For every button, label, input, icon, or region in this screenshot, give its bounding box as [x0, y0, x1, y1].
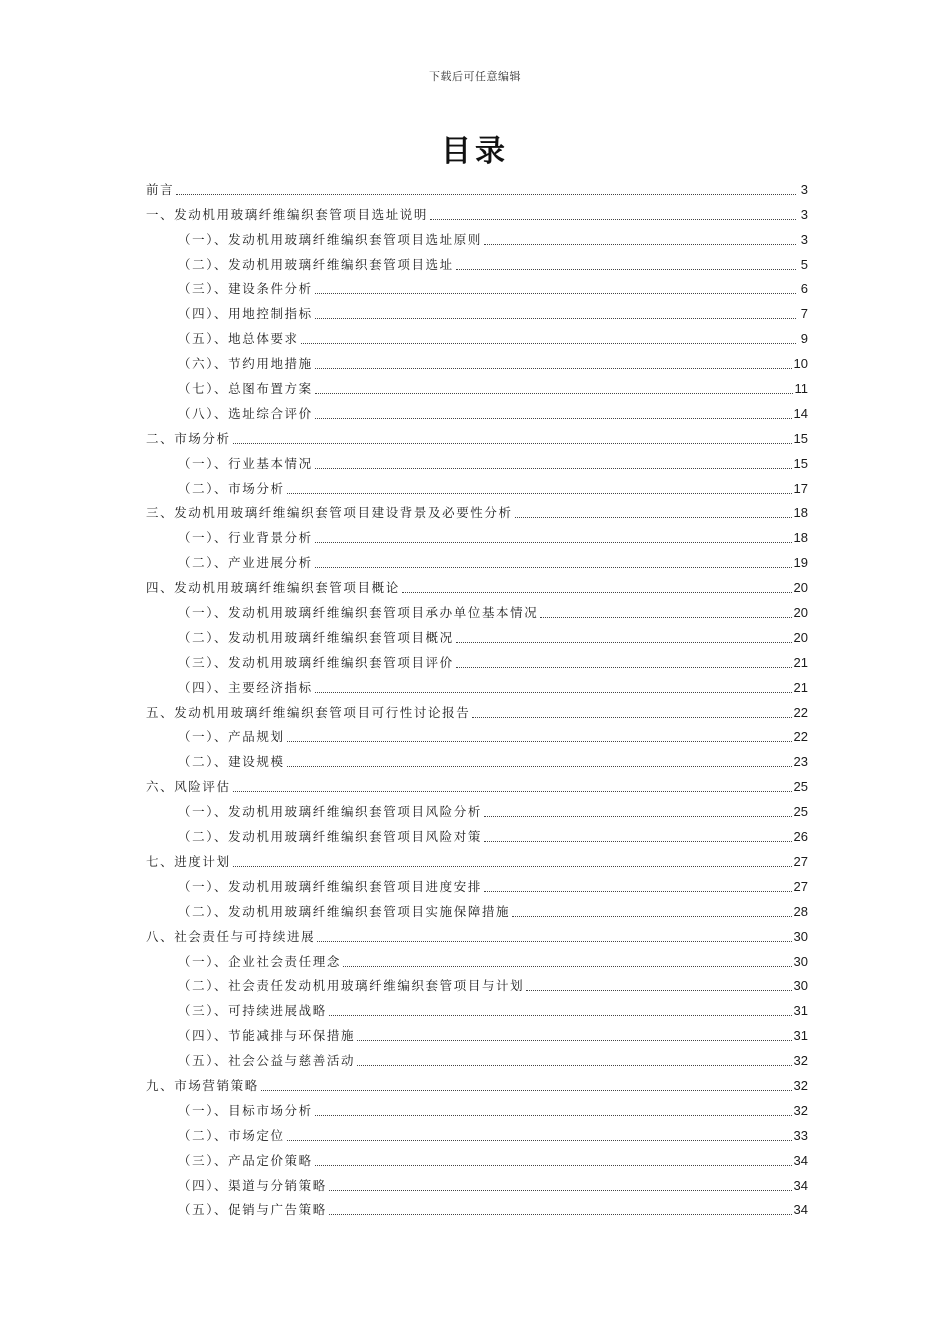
table-of-contents	[146, 175, 808, 1220]
toc-entry-page-number: 31	[793, 1003, 808, 1019]
toc-entry-title: 八、社会责任与可持续进展	[146, 928, 316, 944]
toc-entry-title: （三）、建设条件分析	[178, 281, 313, 297]
toc-dot-leader	[456, 666, 792, 668]
toc-entry-title: 二、市场分析	[146, 430, 231, 446]
toc-entry-title: （一）、目标市场分析	[178, 1102, 313, 1118]
toc-dot-leader	[315, 392, 793, 394]
toc-entry-page-number: 32	[793, 1053, 808, 1069]
toc-entry-title: （二）、发动机用玻璃纤维编织套管项目选址	[178, 256, 454, 272]
header-note: 下载后可任意编辑	[429, 70, 521, 83]
toc-entry[interactable]	[146, 424, 808, 449]
toc-dot-leader	[233, 790, 792, 792]
toc-dot-leader	[315, 292, 796, 294]
toc-entry-title: （一）、发动机用玻璃纤维编织套管项目选址原则	[178, 231, 482, 247]
toc-entry-title: （二）、发动机用玻璃纤维编织套管项目风险对策	[178, 829, 482, 845]
toc-entry[interactable]	[146, 349, 808, 374]
toc-entry[interactable]	[146, 573, 808, 598]
toc-entry-title: （四）、渠道与分销策略	[178, 1177, 327, 1193]
toc-entry[interactable]	[146, 947, 808, 972]
toc-entry-page-number: 34	[793, 1177, 808, 1193]
toc-entry-title: （五）、促销与广告策略	[178, 1202, 327, 1218]
toc-entry-page-number: 10	[793, 356, 808, 372]
toc-dot-leader	[472, 716, 791, 718]
toc-dot-leader	[315, 1164, 792, 1166]
toc-dot-leader	[329, 1189, 792, 1191]
toc-dot-leader	[315, 317, 796, 319]
toc-dot-leader	[430, 218, 796, 220]
toc-entry-page-number: 30	[793, 978, 808, 994]
toc-dot-leader	[343, 965, 792, 967]
toc-dot-leader	[176, 193, 796, 195]
toc-entry-page-number: 17	[793, 480, 808, 496]
toc-entry[interactable]	[146, 324, 808, 349]
toc-entry-title: （六）、节约用地措施	[178, 356, 313, 372]
toc-entry[interactable]	[146, 474, 808, 499]
toc-entry-title: 五、发动机用玻璃纤维编织套管项目可行性讨论报告	[146, 704, 471, 720]
toc-entry-page-number: 11	[794, 381, 808, 397]
toc-entry-title: （三）、产品定价策略	[178, 1152, 313, 1168]
toc-entry-title: （四）、主要经济指标	[178, 679, 313, 695]
toc-entry[interactable]	[146, 996, 808, 1021]
toc-dot-leader	[456, 641, 792, 643]
toc-entry[interactable]	[146, 648, 808, 673]
toc-entry-page-number: 32	[793, 1102, 808, 1118]
toc-dot-leader	[526, 989, 791, 991]
toc-dot-leader	[357, 1039, 791, 1041]
toc-entry-title: （二）、社会责任发动机用玻璃纤维编织套管项目与计划	[178, 978, 525, 994]
toc-dot-leader	[233, 865, 792, 867]
toc-entry-page-number: 20	[793, 605, 808, 621]
toc-entry-page-number: 23	[793, 754, 808, 770]
toc-entry-title: （一）、行业背景分析	[178, 530, 313, 546]
toc-dot-leader	[301, 342, 796, 344]
toc-entry-page-number: 18	[793, 505, 808, 521]
toc-entry[interactable]	[146, 299, 808, 324]
toc-entry-title: （二）、市场定位	[178, 1127, 285, 1143]
toc-entry[interactable]	[146, 598, 808, 623]
toc-dot-leader	[456, 268, 796, 270]
toc-entry[interactable]	[146, 897, 808, 922]
toc-entry-title: 四、发动机用玻璃纤维编织套管项目概论	[146, 580, 400, 596]
toc-entry-title: （五）、地总体要求	[178, 331, 299, 347]
toc-entry-page-number: 27	[793, 878, 808, 894]
toc-entry[interactable]	[146, 275, 808, 300]
toc-entry[interactable]	[146, 872, 808, 897]
toc-entry-title: （五）、社会公益与慈善活动	[178, 1053, 356, 1069]
toc-entry[interactable]	[146, 623, 808, 648]
toc-entry[interactable]	[146, 972, 808, 997]
toc-entry-title: （二）、发动机用玻璃纤维编织套管项目概况	[178, 629, 454, 645]
toc-entry[interactable]	[146, 1071, 808, 1096]
toc-entry[interactable]	[146, 747, 808, 772]
toc-entry[interactable]	[146, 1146, 808, 1171]
toc-entry-title: （二）、市场分析	[178, 480, 285, 496]
toc-entry[interactable]	[146, 548, 808, 573]
toc-entry-title: 七、进度计划	[146, 853, 231, 869]
toc-entry-title: （一）、发动机用玻璃纤维编织套管项目进度安排	[178, 878, 482, 894]
toc-dot-leader	[315, 691, 792, 693]
toc-entry-page-number: 22	[793, 704, 808, 720]
toc-dot-leader	[315, 1114, 792, 1116]
toc-entry[interactable]	[146, 250, 808, 275]
toc-entry-title: （七）、总图布置方案	[178, 381, 313, 397]
toc-entry-title: （三）、发动机用玻璃纤维编织套管项目评价	[178, 654, 454, 670]
toc-entry-title: （二）、建设规模	[178, 754, 285, 770]
toc-dot-leader	[540, 616, 791, 618]
toc-dot-leader	[315, 566, 792, 568]
toc-entry[interactable]	[146, 399, 808, 424]
toc-dot-leader	[315, 367, 792, 369]
toc-entry-page-number: 31	[793, 1028, 808, 1044]
toc-entry[interactable]	[146, 499, 808, 524]
toc-entry-page-number: 18	[793, 530, 808, 546]
toc-entry-page-number: 28	[793, 903, 808, 919]
toc-dot-leader	[287, 765, 792, 767]
toc-entry-page-number: 21	[793, 679, 808, 695]
toc-entry[interactable]	[146, 723, 808, 748]
toc-dot-leader	[233, 442, 792, 444]
toc-entry[interactable]	[146, 1021, 808, 1046]
toc-dot-leader	[329, 1014, 792, 1016]
toc-entry[interactable]	[146, 797, 808, 822]
toc-entry-title: 三、发动机用玻璃纤维编织套管项目建设背景及必要性分析	[146, 505, 513, 521]
toc-entry-page-number: 9	[800, 331, 808, 347]
toc-entry-page-number: 21	[793, 654, 808, 670]
toc-entry-page-number: 33	[793, 1127, 808, 1143]
toc-entry-page-number: 3	[800, 181, 808, 197]
toc-dot-leader	[484, 890, 792, 892]
toc-entry-page-number: 19	[793, 555, 808, 571]
toc-entry-page-number: 30	[793, 928, 808, 944]
toc-entry-title: 九、市场营销策略	[146, 1077, 259, 1093]
toc-entry[interactable]	[146, 1171, 808, 1196]
toc-dot-leader	[287, 740, 792, 742]
toc-entry-page-number: 14	[793, 405, 808, 421]
toc-entry-page-number: 20	[793, 580, 808, 596]
toc-entry[interactable]	[146, 200, 808, 225]
toc-dot-leader	[484, 243, 796, 245]
toc-entry-page-number: 20	[793, 629, 808, 645]
toc-entry-title: （四）、节能减排与环保措施	[178, 1028, 356, 1044]
toc-entry-page-number: 22	[793, 729, 808, 745]
toc-entry-page-number: 27	[793, 853, 808, 869]
toc-entry[interactable]	[146, 772, 808, 797]
toc-entry-title: （一）、发动机用玻璃纤维编织套管项目风险分析	[178, 804, 482, 820]
toc-entry-title: （一）、行业基本情况	[178, 455, 313, 471]
toc-dot-leader	[317, 940, 791, 942]
toc-entry-page-number: 7	[800, 306, 808, 322]
toc-dot-leader	[315, 417, 792, 419]
toc-dot-leader	[261, 1089, 792, 1091]
toc-dot-leader	[512, 915, 791, 917]
toc-entry[interactable]	[146, 1196, 808, 1221]
toc-dot-leader	[287, 1139, 792, 1141]
toc-entry[interactable]	[146, 523, 808, 548]
toc-entry-page-number: 25	[793, 779, 808, 795]
toc-entry[interactable]	[146, 374, 808, 399]
toc-entry-title: （二）、产业进展分析	[178, 555, 313, 571]
toc-entry-page-number: 34	[793, 1202, 808, 1218]
toc-entry[interactable]	[146, 847, 808, 872]
toc-dot-leader	[315, 541, 792, 543]
toc-entry-title: （八）、选址综合评价	[178, 405, 313, 421]
toc-dot-leader	[357, 1064, 791, 1066]
toc-entry[interactable]	[146, 698, 808, 723]
toc-dot-leader	[484, 840, 792, 842]
toc-entry[interactable]	[146, 1046, 808, 1071]
toc-entry-page-number: 34	[793, 1152, 808, 1168]
toc-entry[interactable]	[146, 1121, 808, 1146]
toc-entry-title: 一、发动机用玻璃纤维编织套管项目选址说明	[146, 206, 429, 222]
toc-dot-leader	[515, 516, 792, 518]
toc-entry-page-number: 26	[793, 829, 808, 845]
toc-entry-page-number: 5	[800, 256, 808, 272]
toc-entry-title: 六、风险评估	[146, 779, 231, 795]
toc-dot-leader	[329, 1213, 792, 1215]
toc-entry-page-number: 32	[793, 1077, 808, 1093]
toc-entry-title: 前言	[146, 181, 175, 197]
toc-dot-leader	[287, 492, 792, 494]
toc-entry-title: （四）、用地控制指标	[178, 306, 313, 322]
toc-entry[interactable]	[146, 1096, 808, 1121]
toc-dot-leader	[315, 467, 792, 469]
toc-entry-page-number: 30	[793, 953, 808, 969]
toc-dot-leader	[484, 815, 792, 817]
toc-entry-page-number: 25	[793, 804, 808, 820]
toc-entry-page-number: 15	[793, 455, 808, 471]
toc-entry-title: （一）、发动机用玻璃纤维编织套管项目承办单位基本情况	[178, 605, 539, 621]
toc-entry[interactable]	[146, 449, 808, 474]
toc-entry-title: （一）、企业社会责任理念	[178, 953, 341, 969]
toc-entry-title: （二）、发动机用玻璃纤维编织套管项目实施保障措施	[178, 903, 511, 919]
toc-dot-leader	[402, 591, 792, 593]
page-title: 目录	[441, 134, 509, 169]
toc-entry[interactable]	[146, 673, 808, 698]
toc-entry-page-number: 15	[793, 430, 808, 446]
toc-entry[interactable]	[146, 922, 808, 947]
toc-entry-title: （一）、产品规划	[178, 729, 285, 745]
toc-entry[interactable]	[146, 225, 808, 250]
toc-entry-page-number: 6	[800, 281, 808, 297]
toc-entry[interactable]	[146, 822, 808, 847]
toc-entry[interactable]	[146, 175, 808, 200]
toc-entry-page-number: 3	[800, 206, 808, 222]
toc-entry-title: （三）、可持续进展战略	[178, 1003, 327, 1019]
toc-entry-page-number: 3	[800, 231, 808, 247]
